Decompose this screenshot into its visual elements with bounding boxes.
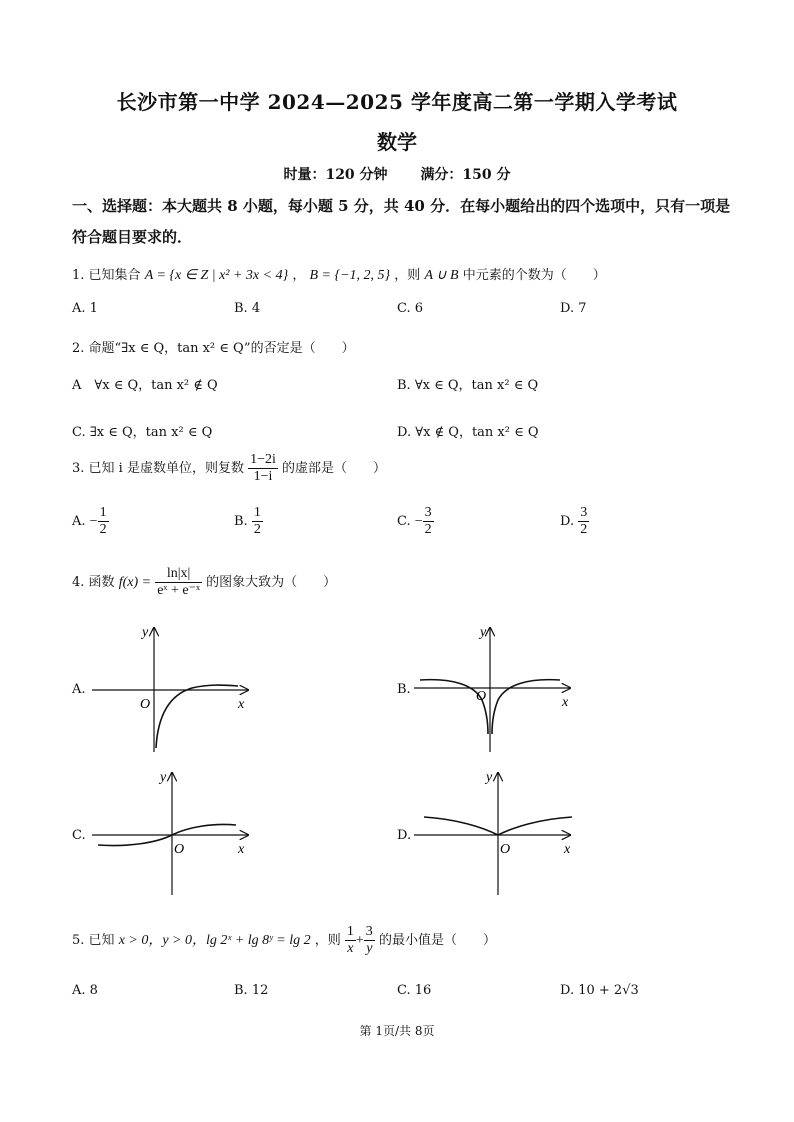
q1-mid: ，则	[394, 268, 421, 283]
origin-label: O	[476, 689, 487, 704]
q1-union: A ∪ B	[424, 268, 459, 283]
q5-frac2-num: 3	[365, 924, 373, 939]
q3-numerator: 1−2i	[250, 452, 276, 467]
q4-suffix: 的图象大致为（ ）	[206, 575, 337, 590]
q3-d-label: D.	[560, 514, 575, 529]
q5-frac1-den: x	[347, 941, 354, 956]
exam-info	[0, 164, 794, 184]
q5-prefix: 5. 已知	[72, 933, 115, 948]
q4-graph-a-label: A.	[72, 682, 86, 697]
exam-title: 长沙市第一中学 2024—2025 学年度高二第一学期入学考试	[116, 90, 678, 114]
q4-graph-c	[88, 767, 258, 897]
question-3-stem	[72, 452, 386, 485]
q5-frac2-den: y	[366, 941, 373, 956]
q5-mid: ，则	[314, 933, 341, 948]
question-4-stem	[72, 566, 336, 599]
x-label: x	[562, 695, 569, 710]
q2-option-c: C. ∃x ∈ Q，tan x² ∈ Q	[72, 425, 213, 440]
q3-option-d	[560, 505, 589, 538]
q3-c-fraction	[423, 505, 434, 538]
origin-label: O	[140, 697, 151, 712]
q3-d-den: 2	[580, 522, 588, 537]
x-label: x	[238, 842, 245, 857]
q1-option-d: D. 7	[560, 301, 587, 316]
curve	[156, 685, 238, 748]
q3-denominator: 1−i	[253, 469, 273, 484]
q3-b-fraction	[252, 505, 263, 538]
q4-prefix: 4. 函数	[72, 575, 115, 590]
q1-suffix: 中元素的个数为（ ）	[462, 268, 606, 283]
q3-b-label: B.	[234, 514, 248, 529]
q5-option-b: B. 12	[234, 983, 269, 998]
q5-option-d: D. 10 + 2√3	[560, 983, 639, 998]
x-label: x	[238, 697, 245, 712]
full-score: 满分：150 分	[420, 167, 511, 183]
y-label: y	[160, 770, 167, 785]
q3-a-num: 1	[99, 505, 107, 520]
section-heading: 一、选择题：本大题共 8 小题，每小题 5 分，共 40 分．在每小题给出的四个选项中，只有一项是符合题目要求的．	[72, 197, 731, 246]
q5-plus: +	[355, 933, 364, 948]
q4-fx: f(x) =	[118, 575, 152, 590]
q1-option-b: B. 4	[234, 301, 261, 316]
subject-title: 数学	[377, 130, 417, 154]
q4-fraction	[155, 566, 202, 599]
q3-fraction	[248, 452, 278, 485]
q5-frac-1	[345, 924, 356, 957]
q3-option-b	[234, 505, 263, 538]
page-number: 第 1页/共 8页	[359, 1024, 435, 1038]
q4-graph-c-label: C.	[72, 828, 86, 843]
q3-prefix: 3. 已知 i 是虚数单位，则复数	[72, 461, 244, 476]
q4-denominator: eˣ + e⁻ˣ	[157, 583, 201, 598]
q4-graph-d	[410, 767, 580, 897]
question-5-stem	[72, 924, 496, 957]
q3-d-fraction	[578, 505, 589, 538]
q3-b-den: 2	[253, 522, 261, 537]
q2-option-b: B. ∀x ∈ Q，tan x² ∈ Q	[397, 378, 539, 393]
q1-prefix: 1. 已知集合	[72, 268, 141, 283]
y-label: y	[486, 770, 493, 785]
q4-numerator: ln|x|	[155, 566, 202, 583]
q3-option-c	[397, 505, 434, 538]
q3-option-a	[72, 505, 109, 538]
q4-graph-a	[88, 622, 258, 757]
question-2-stem: 2. 命题“∃x ∈ Q，tan x² ∈ Q”的否定是（ ）	[72, 341, 355, 356]
q1-set-a: A = {x ∈ Z | x² + 3x < 4}	[144, 268, 289, 283]
q2-option-d: D. ∀x ∉ Q，tan x² ∈ Q	[397, 425, 539, 440]
q3-c-label: C.	[397, 514, 411, 529]
q5-frac1-num: 1	[346, 924, 354, 939]
origin-label: O	[500, 842, 511, 857]
q5-option-c: C. 16	[397, 983, 432, 998]
q3-c-den: 2	[424, 522, 432, 537]
q3-suffix: 的虚部是（ ）	[282, 461, 387, 476]
q4-graph-b	[410, 622, 580, 757]
q1-option-c: C. 6	[397, 301, 424, 316]
origin-label: O	[174, 842, 185, 857]
x-label: x	[564, 842, 571, 857]
q2-option-a: A ∀x ∈ Q，tan x² ∉ Q	[72, 378, 218, 393]
y-label: y	[142, 625, 149, 640]
q3-a-den: 2	[99, 522, 107, 537]
q4-graph-d-label: D.	[397, 828, 412, 843]
q3-b-num: 1	[253, 505, 261, 520]
question-1-stem	[72, 264, 732, 284]
q5-frac-2	[364, 924, 375, 957]
q3-a-sign: −	[89, 514, 98, 529]
q3-c-num: 3	[424, 505, 432, 520]
q5-condition: x > 0，y > 0，lg 2ˣ + lg 8ʸ = lg 2	[118, 933, 311, 948]
q3-d-num: 3	[580, 505, 588, 520]
q1-set-b: B = {−1, 2, 5}	[309, 268, 391, 283]
q5-suffix: 的最小值是（ ）	[378, 933, 496, 948]
q3-c-sign: −	[414, 514, 423, 529]
q3-a-label: A.	[72, 514, 86, 529]
q3-a-fraction	[98, 505, 109, 538]
q5-option-a: A. 8	[72, 983, 98, 998]
y-label: y	[480, 625, 487, 640]
q1-option-a: A. 1	[72, 301, 98, 316]
q4-graph-b-label: B.	[397, 682, 411, 697]
q1-comma: ，	[292, 268, 306, 283]
time-limit: 时量：120 分钟	[283, 167, 388, 183]
